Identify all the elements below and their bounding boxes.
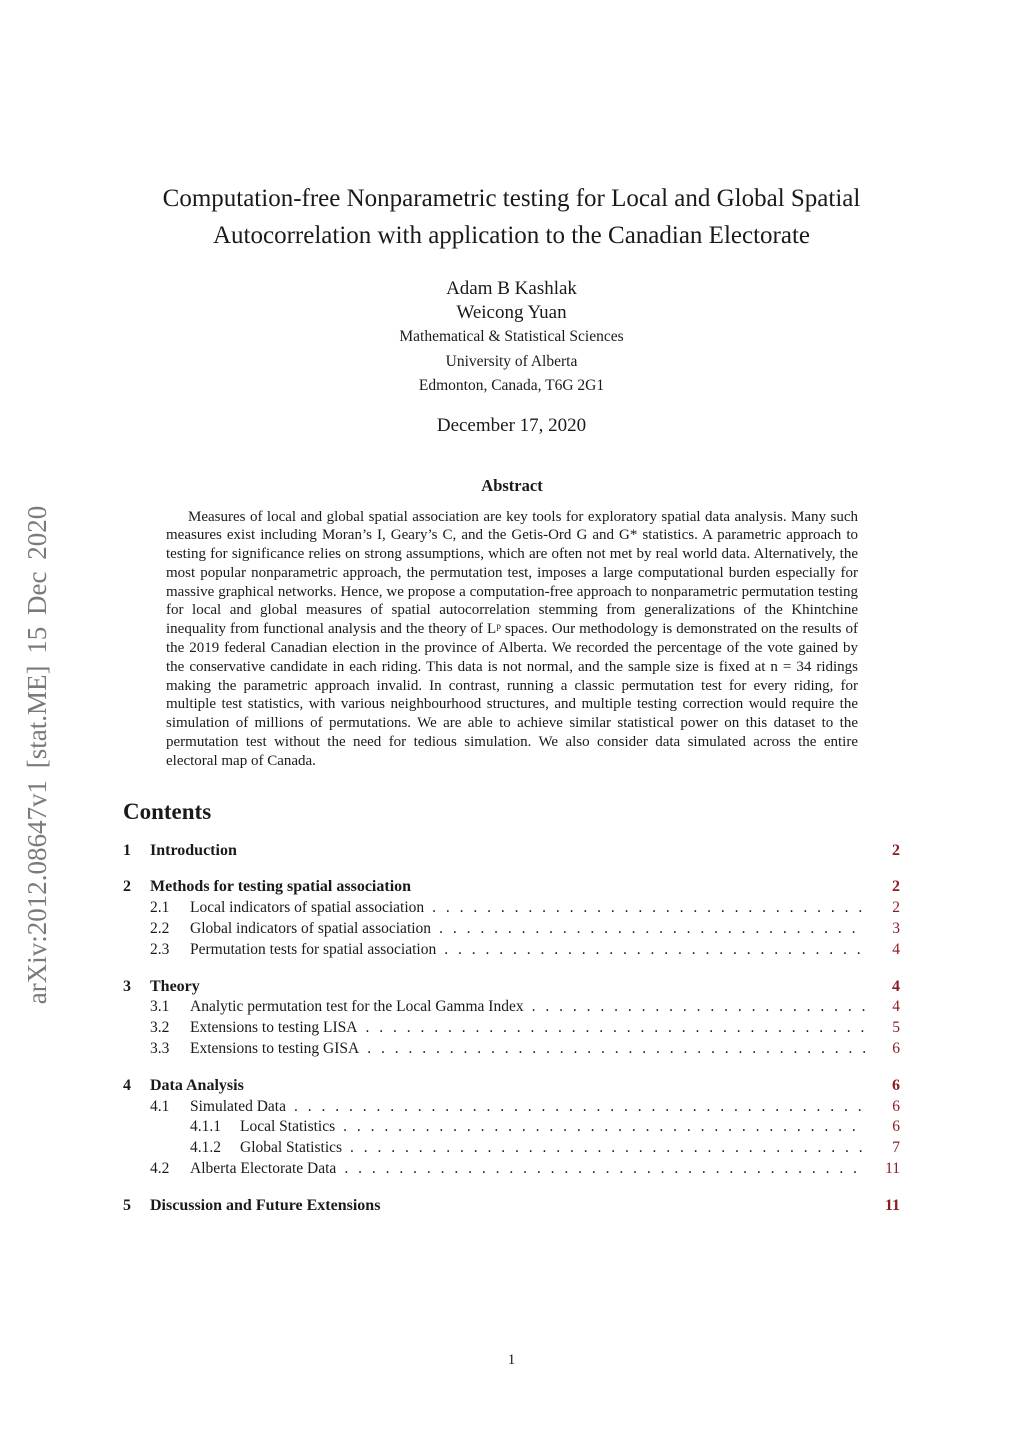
toc-entry-local-statistics[interactable] [123, 1117, 900, 1138]
toc-entry-label: Alberta Electorate Data [190, 1160, 337, 1178]
toc-entry-label: Methods for testing spatial association [150, 878, 412, 896]
paper-title: Computation-free Nonparametric testing for Local and Global Spatial Autocorrelation with application to the Canadian Electorate [162, 185, 861, 249]
toc-entry-page[interactable]: 6 [892, 1040, 900, 1058]
toc-entry-page[interactable]: 4 [892, 940, 900, 958]
toc-dot-leader [444, 940, 866, 961]
toc-entry-page[interactable]: 4 [892, 977, 900, 995]
contents-heading: Contents [123, 798, 212, 824]
toc-entry-number: 4.2 [150, 1160, 170, 1178]
toc-entry-page[interactable]: 6 [892, 1076, 900, 1094]
toc-dot-leader [367, 1039, 866, 1060]
toc-entry-page[interactable]: 7 [892, 1139, 900, 1157]
toc-entry-introduction[interactable] [123, 841, 900, 862]
toc-entry-data-analysis[interactable] [123, 1076, 900, 1097]
arxiv-watermark: arXiv:2012.08647v1 [stat.ME] 15 Dec 2020 [22, 505, 52, 1005]
toc-dot-leader [294, 1097, 866, 1118]
toc-dot-leader [343, 1117, 866, 1138]
toc-entry-extensions-lisa[interactable] [123, 1018, 900, 1039]
toc-entry-alberta-electorate[interactable] [123, 1159, 900, 1180]
toc-entry-label: Global Statistics [240, 1139, 343, 1157]
toc-entry-number: 1 [123, 841, 131, 859]
toc-entry-number: 3.1 [150, 998, 170, 1016]
toc-entry-page[interactable]: 4 [892, 998, 900, 1016]
toc-entry-label: Theory [150, 977, 200, 995]
toc-entry-methods[interactable] [123, 877, 900, 898]
toc-entry-number: 2.1 [150, 899, 170, 917]
author-block [123, 277, 900, 399]
toc-entry-page[interactable]: 11 [885, 1160, 900, 1178]
toc-entry-number: 4.1.2 [190, 1139, 221, 1157]
toc-entry-page[interactable]: 6 [892, 1097, 900, 1115]
abstract-text: Measures of local and global spatial association are key tools for exploratory spatial data analysis. Many such measures exist including Moran’s I, Geary’s C, and the Getis-Ord G and G* statistics. A parametric approach to testing for significance relies on strong assumptions, which are often not met by real world data. Alternatively, the most popular nonparametric approach, the permutation test, imposes a large computational burden especially for massive graphical networks. Hence, we propose a computation-free approach to nonparametric permutation testing for local and global measures of spatial autocorrelation stemming from generalizations of the Khintchine inequality from functional analysis and the theory of Lᵖ spaces. Our methodology is demonstrated on the results of the 2019 federal Canadian election in the province of Alberta. We recorded the percentage of the vote gained by the conservative candidate in each riding. This data is not normal, and the sample size is fixed at n = 34 ridings making the parametric approach invalid. In contrast, running a classic permutation test for every riding, for multiple test statistics, with various neighbourhood structures, and multiple testing correction would require the simulation of millions of permutations. We are able to achieve similar statistical power on this dataset to the permutation test without the need for tedious simulation. We also consider data simulated across the entire electoral map of Canada. [166, 508, 858, 769]
page-body [123, 0, 900, 1368]
toc-entry-page[interactable]: 2 [892, 899, 900, 917]
toc-entry-label: Extensions to testing LISA [190, 1019, 358, 1037]
toc-entry-extensions-gisa[interactable] [123, 1039, 900, 1060]
toc-entry-discussion[interactable] [123, 1196, 900, 1217]
toc-entry-theory[interactable] [123, 977, 900, 998]
toc-entry-number: 2.2 [150, 920, 170, 938]
toc-entry-label: Local Statistics [240, 1118, 336, 1136]
toc-entry-label: Discussion and Future Extensions [150, 1196, 381, 1214]
toc-dot-leader [344, 1159, 866, 1180]
affiliation-line: University of Alberta [445, 352, 578, 370]
page-number: 1 [507, 1352, 516, 1368]
toc-entry-label: Extensions to testing GISA [190, 1040, 360, 1058]
toc-dot-leader [532, 997, 866, 1018]
toc-entry-page[interactable]: 6 [892, 1118, 900, 1136]
toc-entry-page[interactable]: 2 [892, 841, 900, 859]
toc-entry-page[interactable]: 11 [884, 1196, 900, 1214]
toc-entry-analytic-permutation[interactable] [123, 997, 900, 1018]
affiliation-line: Edmonton, Canada, T6G 2G1 [418, 377, 605, 394]
toc-entry-number: 2 [123, 878, 131, 896]
toc-entry-number: 3 [123, 977, 131, 995]
toc-entry-number: 3.2 [150, 1019, 170, 1037]
toc-dot-leader [439, 919, 866, 940]
toc-entry-label: Global indicators of spatial association [190, 920, 432, 938]
toc-entry-label: Simulated Data [190, 1097, 286, 1115]
toc-entry-label: Local indicators of spatial association [190, 899, 425, 917]
author-name: Adam B Kashlak [446, 278, 577, 299]
toc-entry-page[interactable]: 3 [892, 920, 900, 938]
toc-dot-leader [365, 1018, 866, 1039]
toc-entry-label: Permutation tests for spatial association [190, 940, 437, 958]
toc-entry-global-indicators[interactable] [123, 919, 900, 940]
toc-entry-number: 2.3 [150, 940, 170, 958]
abstract-section [166, 476, 858, 771]
toc-entry-number: 3.3 [150, 1040, 170, 1058]
toc-entry-label: Introduction [150, 841, 237, 859]
toc-entry-label: Analytic permutation test for the Local Gamma Index [190, 998, 524, 1016]
toc-entry-label: Data Analysis [150, 1076, 244, 1094]
toc-entry-permutation-tests[interactable] [123, 940, 900, 961]
toc-entry-number: 4.1.1 [190, 1118, 221, 1136]
toc-dot-leader [350, 1138, 866, 1159]
affiliation-line: Mathematical & Statistical Sciences [399, 328, 624, 345]
paper-date: December 17, 2020 [436, 414, 587, 436]
author-name: Weicong Yuan [456, 302, 567, 323]
table-of-contents [123, 841, 900, 1217]
toc-entry-page[interactable]: 2 [892, 878, 900, 896]
toc-dot-leader [432, 898, 866, 919]
toc-entry-local-indicators[interactable] [123, 898, 900, 919]
toc-entry-number: 4 [123, 1076, 131, 1094]
toc-entry-simulated-data[interactable] [123, 1097, 900, 1118]
toc-entry-global-statistics[interactable] [123, 1138, 900, 1159]
toc-entry-page[interactable]: 5 [892, 1019, 900, 1037]
toc-entry-number: 5 [123, 1196, 131, 1214]
abstract-heading: Abstract [481, 475, 543, 495]
toc-entry-number: 4.1 [150, 1097, 170, 1115]
